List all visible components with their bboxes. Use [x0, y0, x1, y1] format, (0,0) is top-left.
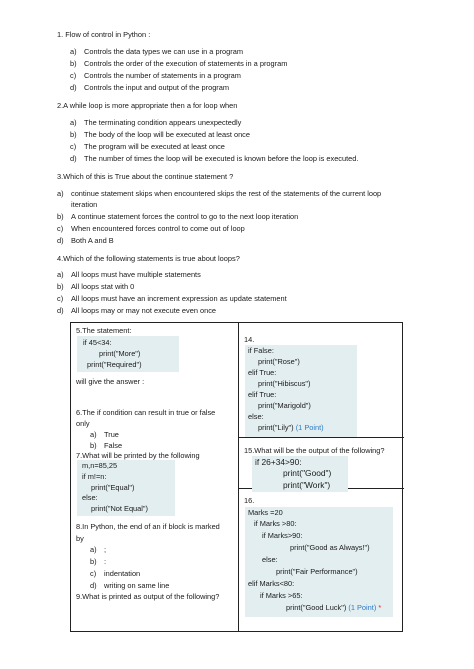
code-line: else:	[82, 493, 98, 502]
code-line: print("Good as Always!")	[290, 543, 370, 552]
code-line: print("Hibiscus")	[258, 379, 311, 388]
code-line: m,n=85,25	[82, 461, 118, 470]
code-line: else:	[248, 412, 264, 421]
option-text: A continue statement forces the control to go to the next loop iteration	[71, 212, 299, 221]
option-letter: a)	[90, 545, 97, 554]
code-line: if Marks>90:	[262, 531, 303, 540]
code-text: print("Good Luck")	[286, 603, 347, 612]
option-letter: d)	[70, 154, 77, 163]
table-row-divider	[238, 437, 404, 438]
option-text: Controls the number of statements in a program	[84, 71, 241, 80]
option-text: Controls the order of the execution of statements in a program	[84, 59, 288, 68]
option-text: The body of the loop will be executed at least once	[84, 130, 250, 139]
option-letter: d)	[70, 83, 77, 92]
q16-title: 16.	[244, 496, 255, 505]
option-text: The program will be executed at least once	[84, 142, 225, 151]
code-line: print("Required")	[87, 360, 142, 369]
option-letter: d)	[57, 306, 64, 315]
q9-title: 9.What is printed as output of the following?	[76, 592, 220, 601]
code-line: print("Fair Performance")	[276, 567, 358, 576]
option-letter: d)	[57, 236, 64, 245]
q3-option-a-continued: iteration	[71, 200, 98, 209]
option-letter: b)	[90, 441, 97, 450]
code-line	[286, 603, 381, 612]
q5-after: will give the answer :	[76, 377, 145, 386]
option-text: True	[104, 430, 119, 439]
option-text: continue statement skips when encountered skips the rest of the statements of the current loop	[71, 189, 382, 198]
q15-title: 15.What will be the output of the following?	[244, 446, 385, 455]
option-text: Controls the input and output of the program	[84, 83, 230, 92]
code-line: print("Good")	[283, 468, 332, 478]
option-text: All loops may or may not execute even once	[71, 306, 217, 315]
code-text: print("Lily")	[258, 423, 294, 432]
q4-title: 4.Which of the following statements is true about loops?	[57, 254, 240, 263]
q7-title: 7.What will be printed by the following	[76, 451, 200, 460]
option-letter: c)	[70, 142, 77, 151]
option-letter: a)	[57, 189, 64, 198]
required-star: *	[378, 603, 382, 612]
option-letter: c)	[57, 224, 64, 233]
q2-title: 2.A while loop is more appropriate then a for loop when	[57, 101, 238, 110]
q15-code-block	[252, 456, 348, 492]
q7-code-block	[77, 460, 175, 516]
q5-code-block	[77, 336, 179, 372]
code-line: if 45<34:	[83, 338, 112, 347]
code-line: elif Marks<80:	[248, 579, 295, 588]
option-letter: a)	[70, 118, 77, 127]
code-line: else:	[262, 555, 278, 564]
code-line: elif True:	[248, 390, 277, 399]
code-line: print("More")	[99, 349, 141, 358]
option-letter: c)	[70, 71, 77, 80]
code-line: if m!=n:	[82, 472, 107, 481]
q8-title-continued: by	[76, 534, 84, 543]
q14-code-block	[245, 345, 357, 437]
question-table	[70, 322, 403, 632]
option-letter: c)	[57, 294, 64, 303]
table-column-divider	[238, 323, 239, 631]
code-line: Marks =20	[248, 508, 283, 517]
q8-title: 8.In Python, the end of an if block is marked	[76, 522, 220, 531]
option-letter: d)	[90, 581, 97, 590]
option-text: The terminating condition appears unexpectedly	[84, 118, 242, 127]
q14-title: 14.	[244, 335, 255, 344]
option-text: False	[104, 441, 123, 450]
code-line: print("Not Equal")	[91, 504, 149, 513]
option-letter: b)	[57, 282, 64, 291]
option-letter: b)	[90, 557, 97, 566]
q6-title-continued: only	[76, 419, 90, 428]
option-text: Both A and B	[71, 236, 114, 245]
code-line: print("Rose")	[258, 357, 300, 366]
q5-title: 5.The statement:	[76, 326, 132, 335]
option-text: All loops must have an increment expression as update statement	[71, 294, 287, 303]
points-label: (1 Point)	[348, 603, 377, 612]
option-text: ;	[104, 545, 107, 554]
option-text: indentation	[104, 569, 141, 578]
option-text: All loops stat with 0	[71, 282, 135, 291]
option-text: Controls the data types we can use in a program	[84, 47, 243, 56]
code-line: print("Equal")	[91, 483, 135, 492]
option-text: The number of times the loop will be executed is known before the loop is executed.	[84, 154, 359, 163]
option-letter: a)	[70, 47, 77, 56]
option-letter: b)	[70, 59, 77, 68]
code-line: if False:	[248, 346, 274, 355]
option-letter: a)	[90, 430, 97, 439]
points-label: (1 Point)	[295, 423, 324, 432]
option-text: writing on same line	[104, 581, 170, 590]
code-line: elif True:	[248, 368, 277, 377]
q6-title: 6.The if condition can result in true or false	[76, 408, 216, 417]
q1-title: 1. Flow of control in Python :	[57, 30, 151, 39]
code-line: print("Marigold")	[258, 401, 311, 410]
option-text: When encountered forces control to come out of loop	[71, 224, 245, 233]
code-line: print("Work")	[283, 480, 331, 490]
q16-code-block	[245, 507, 393, 617]
code-line: if 26+34>90:	[255, 457, 302, 467]
q3-title: 3.Which of this is True about the continue statement ?	[57, 172, 234, 181]
option-text: :	[104, 557, 107, 566]
option-letter: a)	[57, 270, 64, 279]
code-line: if Marks >80:	[254, 519, 297, 528]
code-line: if Marks >65:	[260, 591, 303, 600]
code-line	[258, 423, 324, 432]
option-letter: b)	[70, 130, 77, 139]
option-letter: c)	[90, 569, 97, 578]
option-text: All loops must have multiple statements	[71, 270, 201, 279]
option-letter: b)	[57, 212, 64, 221]
